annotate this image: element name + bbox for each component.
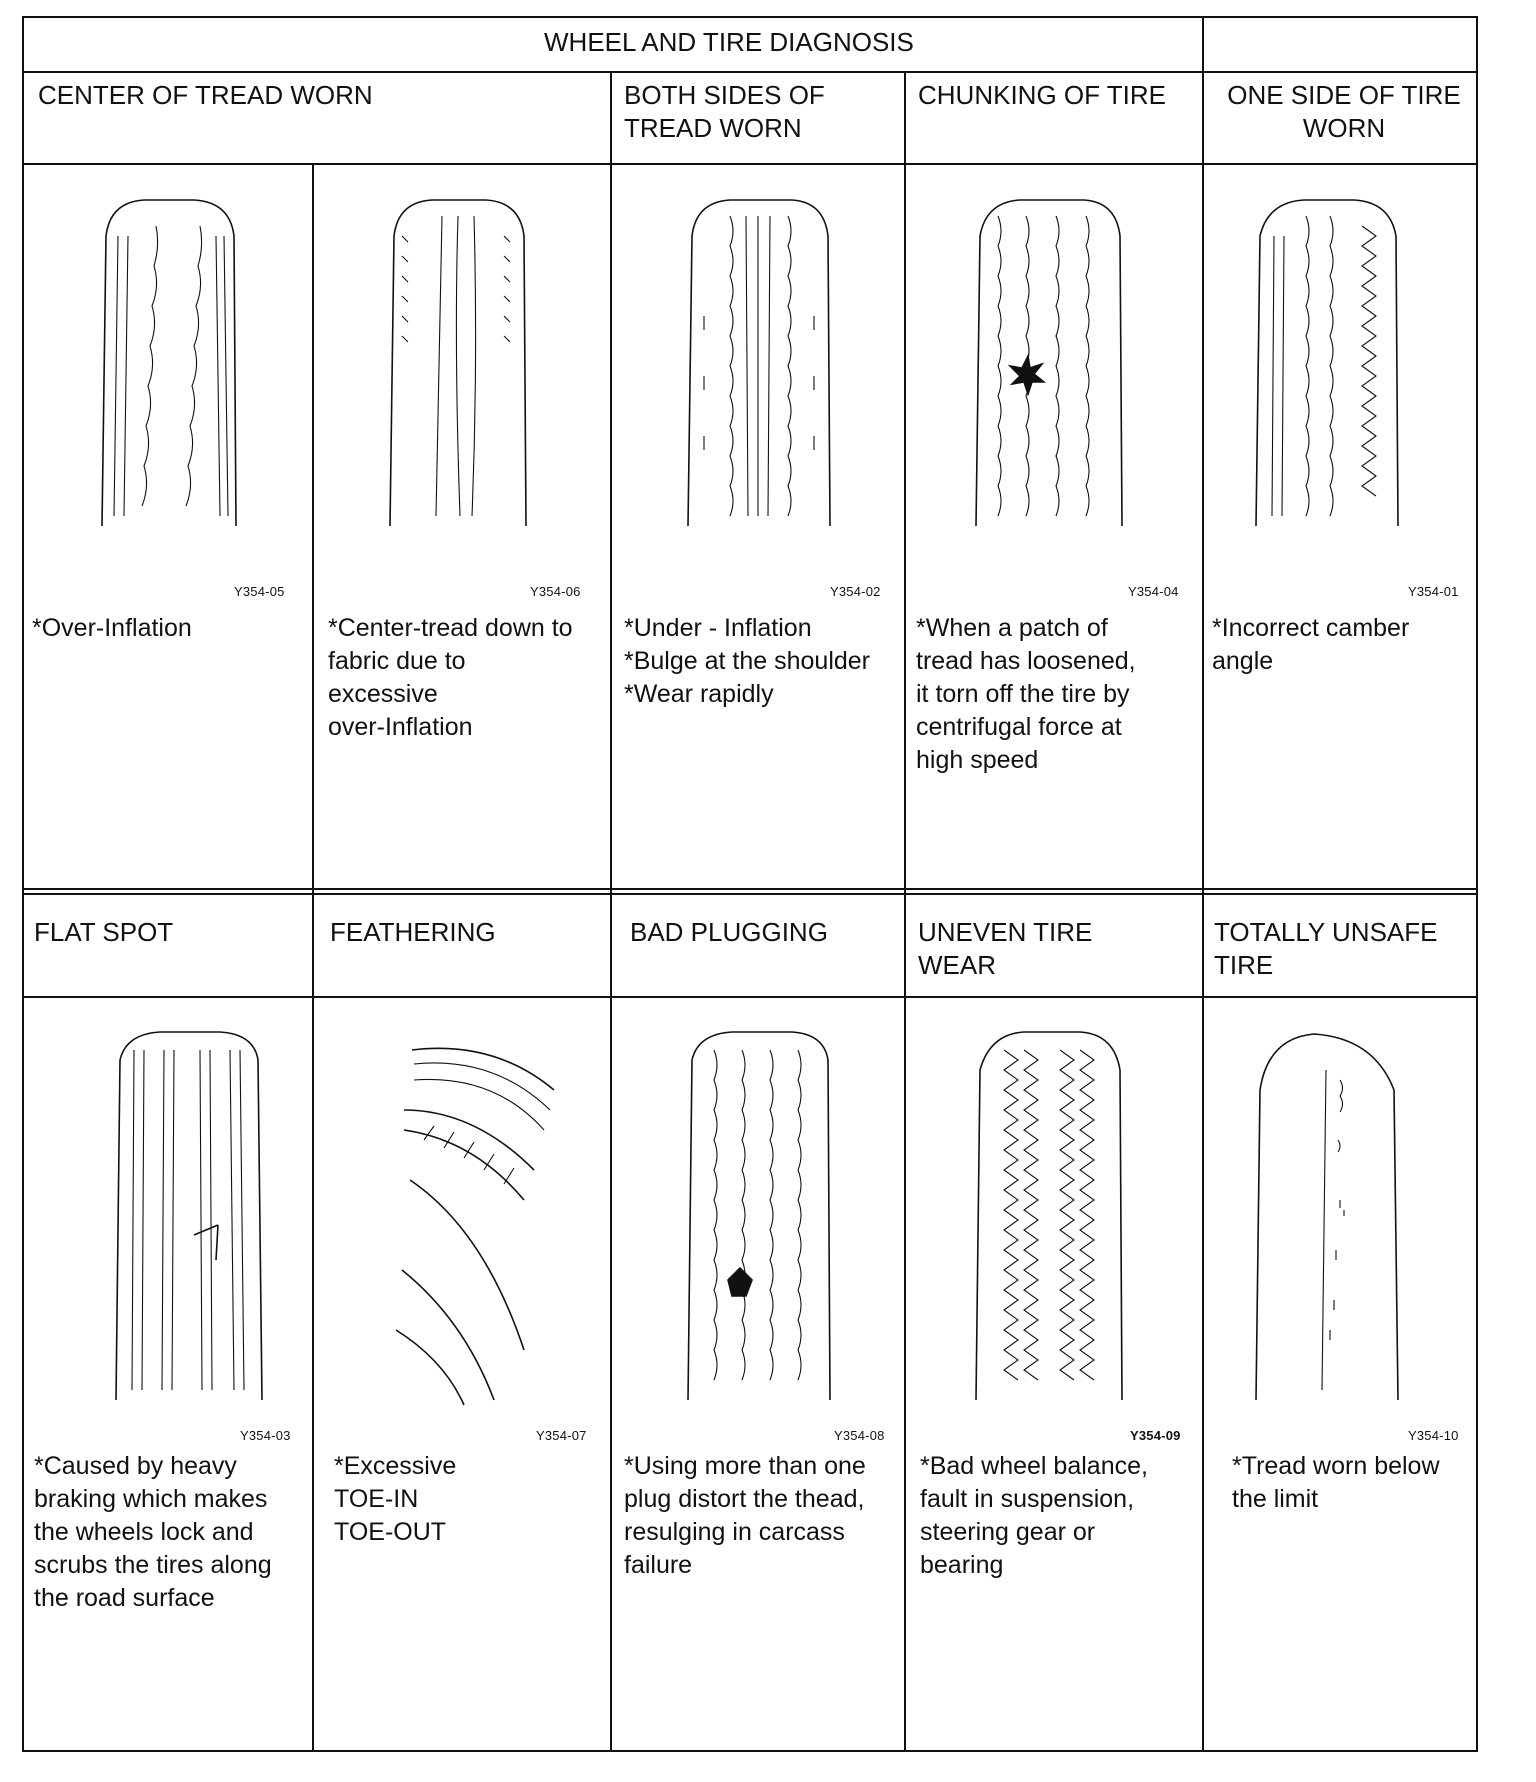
tire-flat-spot-icon xyxy=(104,1030,284,1410)
diagnosis-note: *When a patch of tread has loosened, it torn off the tire by centrifugal force at high speed xyxy=(916,614,1136,774)
tire-chunking-icon xyxy=(964,196,1144,536)
col-divider xyxy=(904,71,906,1750)
figure-ref: Y354-01 xyxy=(1408,584,1459,599)
diagnosis-note: *Over-Inflation xyxy=(32,614,192,642)
row-divider xyxy=(24,163,1476,165)
diagnosis-table xyxy=(22,16,1478,1752)
figure-ref: Y354-06 xyxy=(530,584,581,599)
tire-one-side-icon xyxy=(1244,196,1424,536)
diagnosis-note: *Incorrect camber angle xyxy=(1212,614,1410,675)
header-chunking: CHUNKING OF TIRE xyxy=(918,80,1166,110)
row-divider xyxy=(24,996,1476,998)
diagnosis-note: *Center-tread down to fabric due to excessive over-Inflation xyxy=(328,614,573,741)
figure-ref: Y354-03 xyxy=(240,1428,291,1443)
diagnosis-note: *Bad wheel balance, fault in suspension, steering gear or bearing xyxy=(920,1452,1148,1579)
tire-center-down-icon xyxy=(374,196,554,536)
figure-ref: Y354-10 xyxy=(1408,1428,1459,1443)
figure-ref: Y354-09 xyxy=(1130,1428,1181,1443)
figure-ref: Y354-08 xyxy=(834,1428,885,1443)
header-bad-plugging: BAD PLUGGING xyxy=(630,917,828,947)
figure-ref: Y354-02 xyxy=(830,584,881,599)
tire-feathering-icon xyxy=(384,1030,564,1410)
header-flat-spot: FLAT SPOT xyxy=(34,917,174,947)
col-divider xyxy=(312,163,314,1750)
tire-center-worn-icon xyxy=(84,196,264,536)
tire-both-sides-icon xyxy=(674,196,854,536)
col-divider xyxy=(610,71,612,1750)
header-both-sides: BOTH SIDES OF TREAD WORN xyxy=(624,80,825,143)
figure-ref: Y354-07 xyxy=(536,1428,587,1443)
header-center-worn: CENTER OF TREAD WORN xyxy=(38,80,373,110)
diagnosis-note: *Using more than one plug distort the thead, resulging in carcass failure xyxy=(624,1452,866,1579)
diagnosis-note: *Under - Inflation *Bulge at the shoulder *Wear rapidly xyxy=(624,614,871,708)
table-title: WHEEL AND TIRE DIAGNOSIS xyxy=(544,27,914,57)
header-unsafe: TOTALLY UNSAFE TIRE xyxy=(1214,917,1438,980)
diagnosis-note: *Excessive TOE-IN TOE-OUT xyxy=(334,1452,457,1546)
tire-unsafe-icon xyxy=(1244,1030,1424,1410)
diagnosis-note: *Tread worn below the limit xyxy=(1232,1452,1440,1513)
tire-bad-plugging-icon xyxy=(674,1030,854,1410)
header-one-side: ONE SIDE OF TIRE WORN xyxy=(1227,80,1461,143)
header-uneven: UNEVEN TIRE WEAR xyxy=(918,917,1093,980)
diagnosis-note: *Caused by heavy braking which makes the wheels lock and scrubs the tires along the road surface xyxy=(34,1452,272,1612)
header-feathering: FEATHERING xyxy=(330,917,496,947)
col-divider xyxy=(1202,71,1204,1750)
row-divider xyxy=(24,71,1476,73)
figure-ref: Y354-04 xyxy=(1128,584,1179,599)
section-divider xyxy=(24,893,1476,895)
tire-uneven-wear-icon xyxy=(964,1030,1144,1410)
figure-ref: Y354-05 xyxy=(234,584,285,599)
section-divider xyxy=(24,888,1476,890)
